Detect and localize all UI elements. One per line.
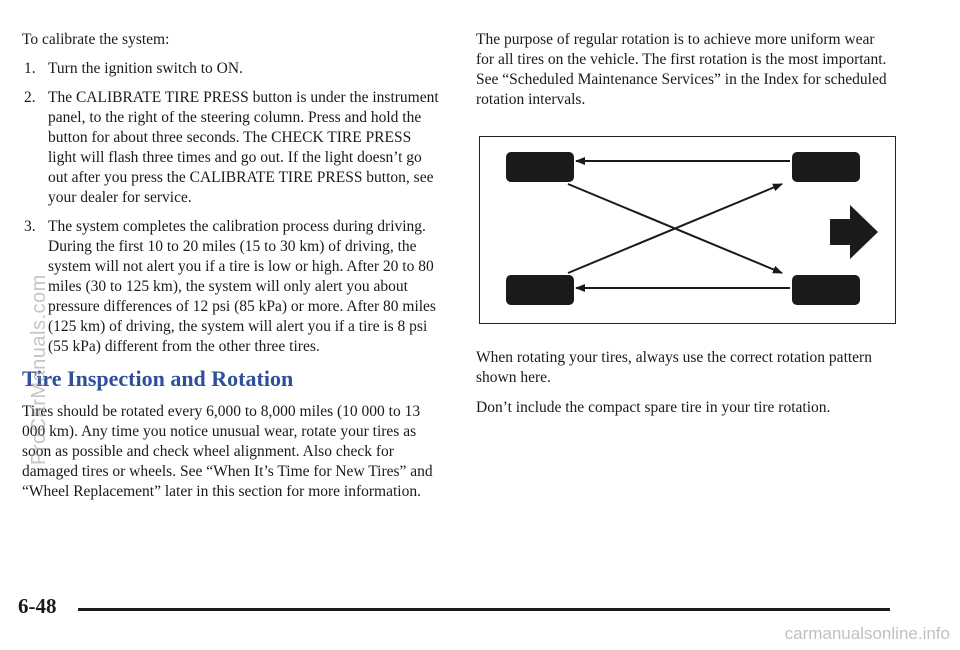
step-text: The system completes the calibration process during driving. During the first 10 to 20 miles (15 to 30 km) of driving, the system will not alert you if a tire is low or high. After 20 to 80 miles (30 to 125 km), the system will only alert you about pressure differences of 12 psi (85 kPa) or more. After 80 miles (125 km) of driving, the system will alert you if a tire is 8 psi (55 kPa) different from the other three tires. [48, 218, 436, 355]
tire-rotation-diagram [479, 136, 896, 324]
page-footer [18, 594, 890, 618]
calibration-steps [22, 59, 440, 357]
step-text: The CALIBRATE TIRE PRESS button is under the instrument panel, to the right of the steering column. Press and hold the button for about three seconds. The CHECK TIRE PRESS light will flash three times and go out. If the light doesn’t go out after you press the CALIBRATE TIRE PRESS button, see your dealer for service. [48, 89, 439, 206]
rotation-purpose-paragraph: The purpose of regular rotation is to achieve more uniform wear for all tires on the vehicle. The first rotation is the most important. See “Scheduled Maintenance Services” in the Index for scheduled rotation intervals. [476, 31, 887, 108]
step-number: 2. [24, 89, 36, 106]
section-title: Tire Inspection and Rotation [22, 366, 294, 391]
step-item [22, 88, 440, 208]
step-item [22, 217, 440, 357]
vehicle-direction-arrow-icon [830, 205, 878, 259]
step-text: Turn the ignition switch to ON. [48, 60, 243, 77]
watermark-procarmanuals: ProCarManuals.com [28, 274, 50, 465]
tire-front-left [506, 152, 574, 182]
calibrate-intro: To calibrate the system: [22, 31, 170, 48]
compact-spare-paragraph: Don’t include the compact spare tire in your tire rotation. [476, 399, 831, 416]
right-column [476, 30, 894, 428]
step-item [22, 59, 440, 79]
tire-front-right [792, 152, 860, 182]
rotation-pattern-graphic [480, 137, 895, 323]
footer-rule [78, 608, 890, 611]
left-column [22, 30, 440, 502]
section-body: Tires should be rotated every 6,000 to 8,000 miles (10 000 to 13 000 km). Any time you notice unusual wear, rotate your tires as soon as possible and check wheel alignment. Also check for damaged tires or wheels. See “When It’s Time for New Tires” and “Wheel Replacement” later in this section for more information. [22, 403, 433, 500]
tire-rear-right [792, 275, 860, 305]
rotation-pattern-paragraph: When rotating your tires, always use the correct rotation pattern shown here. [476, 349, 872, 386]
watermark-carmanualsonline: carmanualsonline.info [784, 624, 950, 643]
tire-rear-left [506, 275, 574, 305]
step-number: 1. [24, 60, 36, 77]
step-number: 3. [24, 218, 36, 235]
page-number: 6-48 [18, 594, 57, 618]
